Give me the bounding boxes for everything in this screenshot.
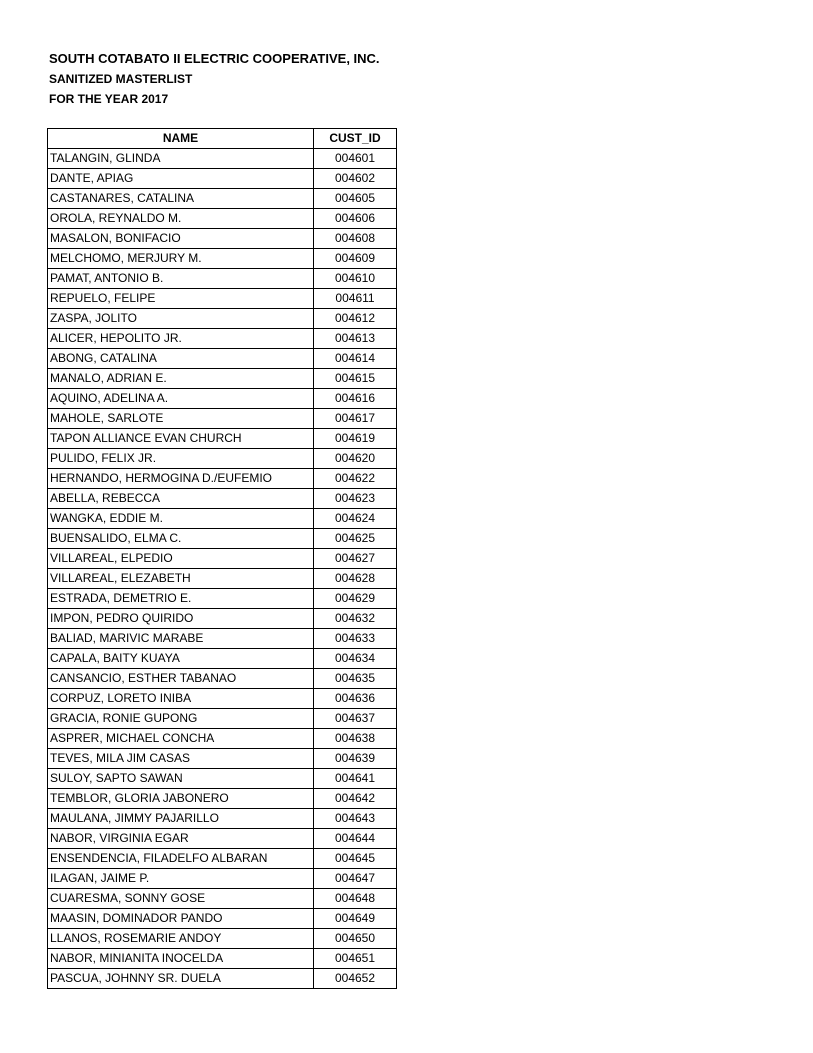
customer-name-cell: PASCUA, JOHNNY SR. DUELA [48,969,314,989]
table-row [48,829,397,849]
table-row [48,869,397,889]
table-row [48,529,397,549]
company-title: SOUTH COTABATO II ELECTRIC COOPERATIVE, INC. [49,51,380,66]
table-row [48,469,397,489]
customer-id-cell: 004641 [314,769,397,789]
table-row [48,389,397,409]
customer-id-cell: 004605 [314,189,397,209]
customer-name-cell: DANTE, APIAG [48,169,314,189]
customer-name-cell: ILAGAN, JAIME P. [48,869,314,889]
table-row [48,249,397,269]
column-header-name: NAME [48,129,314,149]
customer-id-cell: 004606 [314,209,397,229]
customer-name-cell: NABOR, VIRGINIA EGAR [48,829,314,849]
customer-name-cell: VILLAREAL, ELEZABETH [48,569,314,589]
table-row [48,929,397,949]
table-row [48,589,397,609]
table-row [48,449,397,469]
table-row [48,569,397,589]
customer-name-cell: TEVES, MILA JIM CASAS [48,749,314,769]
customer-id-cell: 004627 [314,549,397,569]
customer-name-cell: CANSANCIO, ESTHER TABANAO [48,669,314,689]
table-row [48,189,397,209]
header-row [48,129,397,149]
customer-name-cell: MASALON, BONIFACIO [48,229,314,249]
customer-name-cell: VILLAREAL, ELPEDIO [48,549,314,569]
customer-name-cell: MELCHOMO, MERJURY M. [48,249,314,269]
customer-name-cell: TAPON ALLIANCE EVAN CHURCH [48,429,314,449]
table-row [48,349,397,369]
customer-id-cell: 004652 [314,969,397,989]
customer-name-cell: BALIAD, MARIVIC MARABE [48,629,314,649]
customer-name-cell: MANALO, ADRIAN E. [48,369,314,389]
table-row [48,549,397,569]
table-row [48,209,397,229]
customer-name-cell: ESTRADA, DEMETRIO E. [48,589,314,609]
customer-id-cell: 004650 [314,929,397,949]
customer-name-cell: CASTANARES, CATALINA [48,189,314,209]
customer-id-cell: 004635 [314,669,397,689]
table-row [48,609,397,629]
customer-name-cell: WANGKA, EDDIE M. [48,509,314,529]
customer-id-cell: 004636 [314,689,397,709]
customer-id-cell: 004634 [314,649,397,669]
customer-name-cell: BUENSALIDO, ELMA C. [48,529,314,549]
customer-id-cell: 004638 [314,729,397,749]
customer-id-cell: 004617 [314,409,397,429]
customer-id-cell: 004614 [314,349,397,369]
customer-id-cell: 004637 [314,709,397,729]
table-row [48,229,397,249]
table-row [48,949,397,969]
customer-name-cell: HERNANDO, HERMOGINA D./EUFEMIO [48,469,314,489]
table-row [48,729,397,749]
customer-id-cell: 004624 [314,509,397,529]
customer-name-cell: ENSENDENCIA, FILADELFO ALBARAN [48,849,314,869]
table-row [48,649,397,669]
customer-id-cell: 004625 [314,529,397,549]
customer-name-cell: LLANOS, ROSEMARIE ANDOY [48,929,314,949]
customer-id-cell: 004608 [314,229,397,249]
customer-name-cell: OROLA, REYNALDO M. [48,209,314,229]
table-row [48,509,397,529]
customer-id-cell: 004645 [314,849,397,869]
document-subtitle: SANITIZED MASTERLIST [49,72,193,86]
table-row [48,629,397,649]
customer-id-cell: 004623 [314,489,397,509]
customer-name-cell: ASPRER, MICHAEL CONCHA [48,729,314,749]
table-row [48,889,397,909]
customer-id-cell: 004616 [314,389,397,409]
customer-id-cell: 004602 [314,169,397,189]
customer-id-cell: 004647 [314,869,397,889]
table-row [48,849,397,869]
customer-name-cell: TALANGIN, GLINDA [48,149,314,169]
customer-id-cell: 004632 [314,609,397,629]
year-line: FOR THE YEAR 2017 [49,92,169,106]
table-row [48,489,397,509]
customer-id-cell: 004611 [314,289,397,309]
customer-name-cell: PAMAT, ANTONIO B. [48,269,314,289]
customer-id-cell: 004622 [314,469,397,489]
customer-id-cell: 004649 [314,909,397,929]
customer-name-cell: NABOR, MINIANITA INOCELDA [48,949,314,969]
table-row [48,689,397,709]
customer-name-cell: ALICER, HEPOLITO JR. [48,329,314,349]
customer-id-cell: 004612 [314,309,397,329]
table-row [48,409,397,429]
customer-id-cell: 004644 [314,829,397,849]
customer-name-cell: SULOY, SAPTO SAWAN [48,769,314,789]
table-row [48,769,397,789]
customer-name-cell: TEMBLOR, GLORIA JABONERO [48,789,314,809]
table-row [48,789,397,809]
customer-name-cell: MAHOLE, SARLOTE [48,409,314,429]
table-row [48,329,397,349]
customer-id-cell: 004613 [314,329,397,349]
table-row [48,969,397,989]
table-row [48,809,397,829]
table-row [48,749,397,769]
customer-id-cell: 004648 [314,889,397,909]
customer-id-cell: 004642 [314,789,397,809]
customer-id-cell: 004609 [314,249,397,269]
column-header-cust-id: CUST_ID [314,129,397,149]
customer-id-cell: 004651 [314,949,397,969]
customer-name-cell: MAASIN, DOMINADOR PANDO [48,909,314,929]
document-header [49,49,380,109]
customer-name-cell: REPUELO, FELIPE [48,289,314,309]
customer-name-cell: ABELLA, REBECCA [48,489,314,509]
masterlist-table [47,128,397,989]
customer-name-cell: AQUINO, ADELINA A. [48,389,314,409]
table-row [48,169,397,189]
customer-id-cell: 004620 [314,449,397,469]
table-row [48,709,397,729]
customer-name-cell: CAPALA, BAITY KUAYA [48,649,314,669]
table-body [48,149,397,989]
customer-name-cell: IMPON, PEDRO QUIRIDO [48,609,314,629]
customer-name-cell: CORPUZ, LORETO INIBA [48,689,314,709]
customer-name-cell: MAULANA, JIMMY PAJARILLO [48,809,314,829]
customer-id-cell: 004610 [314,269,397,289]
table-row [48,909,397,929]
table-row [48,669,397,689]
customer-id-cell: 004601 [314,149,397,169]
customer-id-cell: 004643 [314,809,397,829]
table-row [48,289,397,309]
table-row [48,269,397,289]
customer-name-cell: PULIDO, FELIX JR. [48,449,314,469]
customer-id-cell: 004639 [314,749,397,769]
customer-id-cell: 004619 [314,429,397,449]
customer-id-cell: 004629 [314,589,397,609]
customer-name-cell: ABONG, CATALINA [48,349,314,369]
table-row [48,309,397,329]
table-row [48,429,397,449]
customer-id-cell: 004615 [314,369,397,389]
customer-id-cell: 004628 [314,569,397,589]
table-row [48,149,397,169]
customer-name-cell: CUARESMA, SONNY GOSE [48,889,314,909]
customer-id-cell: 004633 [314,629,397,649]
customer-name-cell: GRACIA, RONIE GUPONG [48,709,314,729]
table-row [48,369,397,389]
customer-name-cell: ZASPA, JOLITO [48,309,314,329]
